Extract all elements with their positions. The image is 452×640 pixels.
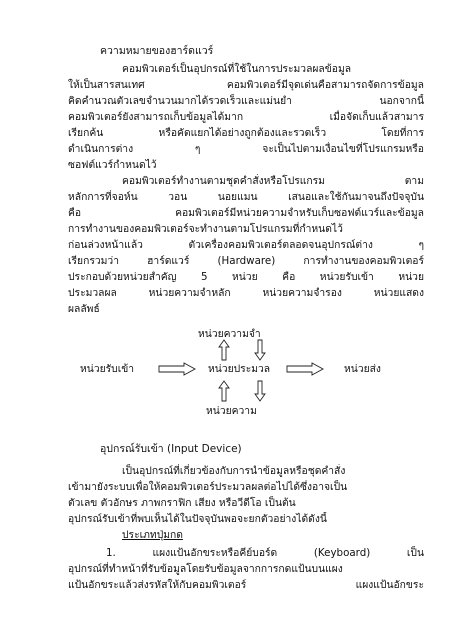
paragraph-line: อุปกรณ์รับเข้าที่พบเห็นได้ในปัจจุบันพอจะยกตัวอย่างได้ดังนี้ — [68, 513, 327, 525]
paragraph-line: คิดคำนวณตัวเลขจำนวนมากได้รวดเร็วและแม่นยำ นอกจากนี้ — [68, 95, 424, 107]
paragraph-line: เรียกค้น หรือคัดแยกได้อย่างถูกต้องและรวดเร็ว โดยที่การ — [68, 127, 424, 139]
diagram-node-input: หน่วยรับเข้า — [80, 363, 135, 375]
paragraph-line: คอมพิวเตอร์เป็นอุปกรณ์ที่ใช้ในการประมวลผลข้อมูล — [122, 63, 352, 75]
paragraph-line: ดำเนินการต่าง ๆ จะเป็นไปตามเงื่อนไขที่โปรแกรมหรือ — [68, 143, 424, 155]
down-arrow-icon — [254, 380, 266, 402]
paragraph-line: ประมวลผล หน่วยความจำหลัก หน่วยความจำรอง หน่วยแสดง — [68, 287, 424, 299]
paragraph-line: เรียกรวมว่า ฮาร์ดแวร์ (Hardware) การทำงานของคอมพิวเตอร์ — [68, 255, 424, 267]
paragraph-line: ตัวเลข ตัวอักษร ภาพกราฟิก เสียง หรือวีดีโอ เป็นต้น — [68, 497, 296, 509]
up-arrow-icon — [218, 339, 230, 361]
up-arrow-icon — [218, 380, 230, 402]
paragraph-line: ผลลัพธ์ — [68, 303, 100, 315]
paragraph-line: อุปกรณ์ที่ทำหน้าที่รับข้อมูลโดยรับข้อมูลจากการกดแป้นบนแผง — [68, 563, 343, 575]
paragraph-line: คอมพิวเตอร์ทำงานตามชุดคำสั่งหรือโปรแกรม ตาม — [122, 175, 424, 187]
down-arrow-icon — [254, 339, 266, 361]
list-item-keyboard: 1. แผงแป้นอักขระหรือคีย์บอร์ด (Keyboard) เป็น — [106, 547, 424, 559]
section-title-input-device: อุปกรณ์รับเข้า (Input Device) — [100, 443, 242, 455]
subheading-button-types: ประเภทปุ่มกด — [122, 529, 183, 541]
diagram-node-memory: หน่วยความจำ — [198, 328, 261, 340]
paragraph-line: แป้นอักขระแล้วส่งรหัสให้กับคอมพิวเตอร์ แผงแป้นอักขระ — [68, 579, 424, 591]
paragraph-line: หลักการที่จอห์น วอน นอยแมน เสนอและใช้กันมาจนถึงปัจจุบัน — [68, 191, 424, 203]
section-title-hardware-meaning: ความหมายของฮาร์ดแวร์ — [100, 45, 214, 57]
paragraph-line: คือ คอมพิวเตอร์มีหน่วยความจำหรับเก็บซอฟต์แวร์และข้อมูล — [68, 207, 424, 219]
diagram-node-storage: หน่วยความ — [206, 405, 257, 417]
paragraph-line: ประกอบด้วยหน่วยสำคัญ 5 หน่วย คือ หน่วยรับเข้า หน่วย — [68, 271, 424, 283]
paragraph-line: ให้เป็นสารสนเทศ คอมพิวเตอร์มีจุดเด่นคือสามารถจัดการข้อมูล — [68, 79, 424, 91]
diagram-node-output: หน่วยส่ง — [344, 363, 381, 375]
paragraph-line: ก่อนล่วงหน้าแล้ว ตัวเครื่องคอมพิวเตอร์ตลอดจนอุปกรณ์ต่าง ๆ — [68, 239, 424, 251]
right-arrow-icon — [158, 362, 196, 376]
diagram-node-process: หน่วยประมวล — [208, 363, 271, 375]
right-arrow-icon — [286, 362, 324, 376]
paragraph-line: การทำงานของคอมพิวเตอร์จะทำงานตามโปรแกรมที่กำหนดไว้ — [68, 223, 343, 235]
paragraph-line: ซอฟต์แวร์กำหนดไว้ — [68, 159, 157, 171]
paragraph-line: เข้ามายังระบบเพื่อให้คอมพิวเตอร์ประมวลผลต่อไปได้ซึ่งอาจเป็น — [68, 481, 348, 493]
paragraph-line: คอมพิวเตอร์ยังสามารถเก็บข้อมูลได้มาก เมื่อจัดเก็บแล้วสามาร — [68, 111, 424, 123]
paragraph-line: เป็นอุปกรณ์ที่เกี่ยวข้องกับการนำข้อมูลหรือชุดคำสั่ง — [122, 465, 346, 477]
